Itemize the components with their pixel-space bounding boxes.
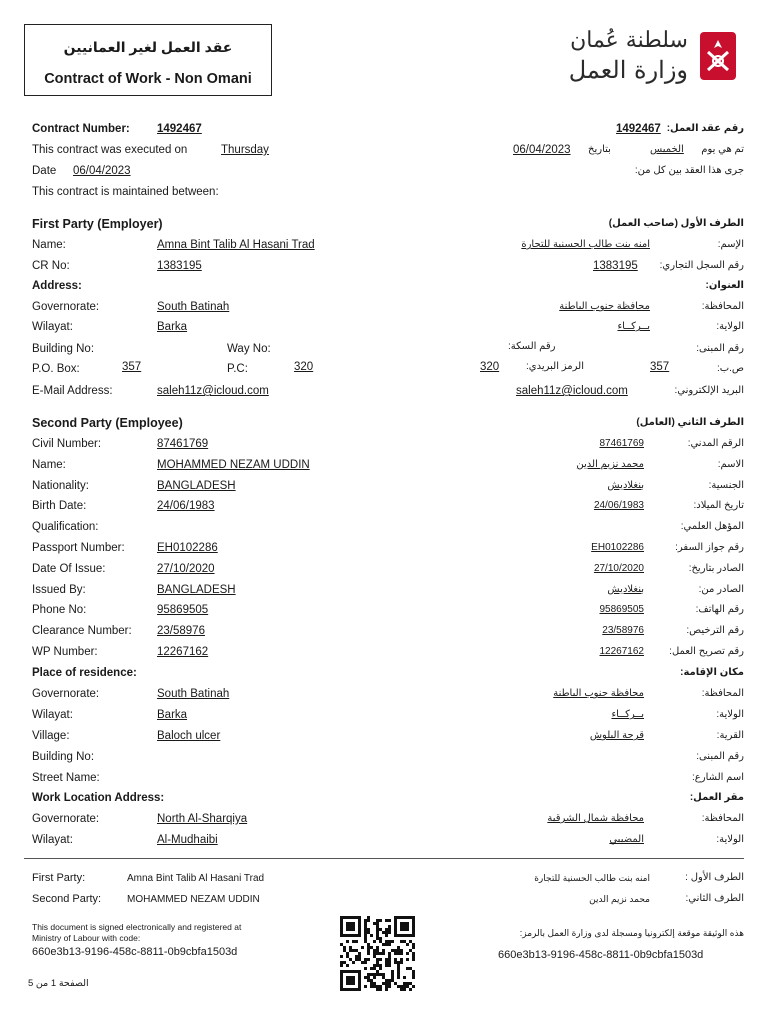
pobox-label: P.O. Box: — [32, 363, 80, 375]
sp-row-label-ar: رقم تصريح العمل: — [669, 646, 744, 657]
sp-row-label: Clearance Number: — [32, 625, 132, 638]
page-number: الصفحة 1 من 5 — [28, 978, 89, 989]
sp-row-value: 24/06/1983 — [157, 500, 215, 513]
sp-row-value-ar: 27/10/2020 — [593, 562, 644, 574]
sp-row-label: Name: — [32, 458, 66, 471]
employer-wilayat-value-ar: بــركــاء — [617, 321, 650, 332]
sp-row-value-ar: بنغلاديش — [607, 583, 644, 595]
footer-second-party-value-ar: محمد نزيم الدين — [589, 894, 650, 904]
res-row-value: South Batinah — [157, 688, 230, 700]
signed-note-ar: هذه الوثيقة موقعة إلكترونيا ومسجلة لدى وزارة العمل بالرمز: — [519, 928, 744, 938]
pobox-value-ar: 357 — [650, 361, 670, 373]
contract-number-value-ar: 1492467 — [616, 123, 661, 135]
sp-row-label: Phone No: — [32, 604, 87, 617]
employer-name-label-ar: الإسم: — [717, 239, 744, 250]
sp-row-label: Issued By: — [32, 583, 86, 596]
footer-divider — [24, 858, 744, 859]
sp-row-value: 95869505 — [157, 604, 209, 617]
employer-wilayat-label: Wilayat: — [32, 321, 73, 333]
sp-row-value-ar: محمد نزيم الدين — [576, 458, 644, 470]
sp-row-value-ar: 23/58976 — [602, 625, 644, 637]
sp-row-label: Qualification: — [32, 521, 99, 534]
res-row-value-ar: بــركــاء — [611, 709, 644, 720]
ministry-name-line1: سلطنة عُمان — [570, 28, 688, 53]
cr-value-ar: 1383195 — [593, 260, 638, 272]
cr-value: 1383195 — [157, 260, 202, 272]
employer-gov-label-ar: المحافظة: — [701, 301, 744, 312]
res-row-value-ar: محافظة جنوب الباطنة — [553, 688, 644, 699]
sp-row-value-ar: 87461769 — [599, 438, 644, 449]
employer-wilayat-label-ar: الولاية: — [716, 321, 744, 332]
sp-row-label-ar: الصادر بتاريخ: — [688, 562, 744, 574]
sp-row-value-ar: 24/06/1983 — [593, 500, 644, 512]
pc-label: P.C: — [227, 363, 248, 375]
executed-date-ar: 06/04/2023 — [513, 144, 571, 156]
sp-row-value-ar: بنغلاديش — [607, 479, 644, 491]
work-location-heading-ar: مقر العمل: — [689, 792, 744, 803]
pobox-value: 357 — [122, 361, 142, 373]
sp-row-value: 87461769 — [157, 438, 209, 450]
signed-note-line1: This document is signed electronically and registered at — [32, 922, 242, 932]
sp-row-value-ar: 95869505 — [599, 604, 644, 616]
cr-label-ar: رقم السجل التجاري: — [659, 260, 744, 271]
residence-heading: Place of residence: — [32, 667, 137, 679]
document-title-box — [24, 24, 272, 96]
footer-first-party-label-ar: الطرف الأول : — [685, 872, 744, 883]
way-label-ar: رقم السكة: — [508, 341, 556, 352]
document-title-en: Contract of Work - Non Omani — [44, 71, 252, 87]
footer-first-party-label: First Party: — [32, 872, 86, 884]
signature-code-ar: 660e3b13-9196-458c-8811-0b9cbfa1503d — [498, 949, 704, 961]
res-row-label-ar: رقم المبنى: — [696, 751, 744, 762]
res-row-label: Building No: — [32, 751, 95, 763]
wl-row-value: North Al-Sharqiya — [157, 813, 248, 825]
sp-row-label-ar: الرقم المدني: — [687, 438, 744, 449]
sp-row-label-ar: رقم الترخيص: — [686, 625, 744, 637]
footer-second-party-label-ar: الطرف الثاني: — [685, 893, 744, 904]
building-label-ar: رقم المبنى: — [696, 343, 744, 354]
sp-row-value: BANGLADESH — [157, 583, 236, 596]
email-label-ar: البريد الإلكتروني: — [674, 385, 744, 396]
second-party-heading-ar: الطرف الثاني (العامل) — [636, 417, 744, 428]
address-heading-ar: العنوان: — [705, 280, 744, 291]
email-value-ar: saleh11z@icloud.com — [516, 385, 628, 397]
qr-code-icon — [340, 916, 418, 992]
res-row-value: Baloch ulcer — [157, 730, 221, 742]
wl-row-label: Wilayat: — [32, 834, 73, 846]
sp-row-value: 12267162 — [157, 646, 209, 658]
first-party-heading: First Party (Employer) — [32, 217, 163, 231]
res-row-label: Street Name: — [32, 772, 100, 784]
employer-name-value: Amna Bint Talib Al Hasani Trad — [157, 239, 315, 251]
sp-row-value-ar: 12267162 — [599, 646, 644, 657]
document-title-ar: عقد العمل لغير العمانيين — [63, 39, 233, 55]
email-value: saleh11z@icloud.com — [157, 385, 269, 397]
res-row-value-ar: قرحة البلوش — [589, 730, 644, 741]
sp-row-value: 27/10/2020 — [157, 562, 215, 575]
pc-value: 320 — [294, 361, 314, 373]
contract-number-label-ar: رقم عقد العمل: — [666, 123, 744, 134]
second-party-heading: Second Party (Employee) — [32, 416, 183, 430]
sp-row-label-ar: رقم الهاتف: — [695, 604, 744, 616]
pc-value-ar: 320 — [480, 361, 500, 373]
footer-second-party-label: Second Party: — [32, 893, 102, 905]
wl-row-label-ar: الولاية: — [716, 834, 744, 845]
oman-emblem-icon — [698, 30, 738, 82]
sp-row-label-ar: رقم جواز السفر: — [675, 542, 744, 553]
wl-row-label: Governorate: — [32, 813, 100, 825]
wl-row-value-ar: محافظة شمال الشرقية — [547, 813, 644, 824]
sp-row-label: Nationality: — [32, 479, 89, 492]
employer-gov-value: South Batinah — [157, 301, 230, 313]
sp-row-label-ar: الجنسية: — [708, 479, 744, 491]
res-row-label: Village: — [32, 730, 70, 742]
wl-row-value-ar: المضيبي — [609, 834, 644, 845]
sp-row-label-ar: تاريخ الميلاد: — [693, 500, 744, 512]
date-value: 06/04/2023 — [73, 165, 131, 177]
cr-label: CR No: — [32, 260, 70, 272]
footer-first-party-value: Amna Bint Talib Al Hasani Trad — [127, 873, 265, 884]
executed-day-ar: الخميس — [650, 144, 684, 155]
maintained-label-ar: جرى هذا العقد بين كل من: — [634, 165, 744, 176]
ministry-logo — [532, 26, 738, 90]
contract-number-label: Contract Number: — [32, 123, 130, 135]
date-word-ar: بتاريخ — [588, 144, 611, 155]
footer-second-party-value: MOHAMMED NEZAM UDDIN — [127, 894, 260, 905]
ministry-name-line2: وزارة العمل — [568, 56, 688, 84]
first-party-heading-ar: الطرف الأول (صاحب العمل) — [608, 218, 744, 229]
res-row-label-ar: الولاية: — [716, 709, 744, 720]
sp-row-label: Date Of Issue: — [32, 562, 106, 575]
res-row-label: Wilayat: — [32, 709, 73, 721]
executed-on-label: This contract was executed on — [32, 144, 188, 156]
date-label: Date — [32, 165, 57, 177]
res-row-value: Barka — [157, 709, 188, 721]
maintained-label: This contract is maintained between: — [32, 186, 219, 198]
signed-note-line2: Ministry of Labour with code: — [32, 933, 141, 943]
sp-row-label-ar: الاسم: — [717, 458, 744, 470]
residence-heading-ar: مكان الإقامة: — [680, 667, 744, 678]
employer-gov-value-ar: محافظة جنوب الباطنة — [559, 301, 650, 312]
res-row-label: Governorate: — [32, 688, 100, 700]
sp-row-label: WP Number: — [32, 646, 98, 658]
address-heading: Address: — [32, 280, 82, 292]
employer-gov-label: Governorate: — [32, 301, 100, 313]
signature-code: 660e3b13-9196-458c-8811-0b9cbfa1503d — [32, 946, 238, 958]
employer-wilayat-value: Barka — [157, 321, 188, 333]
building-label: Building No: — [32, 343, 95, 355]
executed-on-label-ar: تم هي يوم — [701, 144, 744, 155]
work-location-heading: Work Location Address: — [32, 792, 165, 804]
employer-name-label: Name: — [32, 239, 66, 251]
footer-first-party-value-ar: امنه بنت طالب الحسنية للتجارة — [534, 873, 650, 883]
sp-row-label-ar: الصادر من: — [698, 583, 744, 595]
res-row-label-ar: القرية: — [716, 730, 744, 741]
sp-row-value: MOHAMMED NEZAM UDDIN — [157, 458, 310, 471]
pc-label-ar: الرمز البريدي: — [526, 361, 584, 372]
contract-number-value: 1492467 — [157, 123, 202, 135]
res-row-label-ar: اسم الشارع: — [692, 772, 744, 783]
way-label: Way No: — [227, 343, 271, 355]
wl-row-value: Al-Mudhaibi — [157, 834, 218, 846]
sp-row-value: EH0102286 — [157, 542, 218, 554]
sp-row-label-ar: المؤهل العلمي: — [680, 521, 744, 533]
res-row-label-ar: المحافظة: — [701, 688, 744, 699]
employer-name-value-ar: امنه بنت طالب الحسنية للتجارة — [521, 239, 650, 250]
sp-row-value: BANGLADESH — [157, 479, 236, 492]
pobox-label-ar: ص.ب: — [716, 363, 744, 374]
sp-row-label: Civil Number: — [32, 438, 102, 450]
sp-row-value: 23/58976 — [157, 625, 205, 638]
email-label: E-Mail Address: — [32, 385, 113, 397]
executed-day: Thursday — [221, 144, 269, 156]
sp-row-label: Passport Number: — [32, 542, 125, 554]
wl-row-label-ar: المحافظة: — [701, 813, 744, 824]
sp-row-label: Birth Date: — [32, 500, 87, 513]
sp-row-value-ar: EH0102286 — [591, 542, 644, 553]
